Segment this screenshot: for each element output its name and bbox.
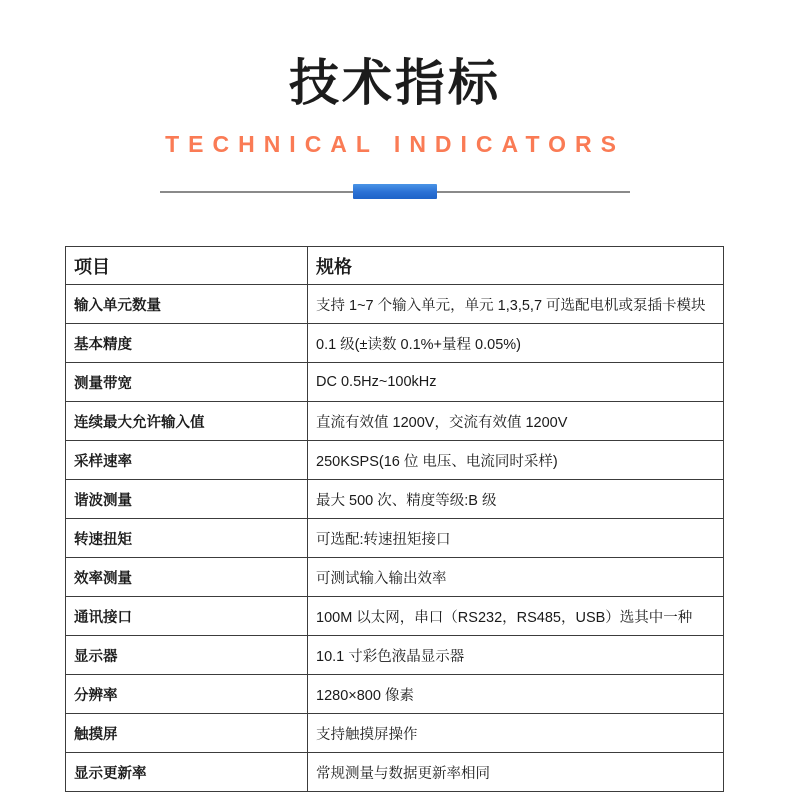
spec-item-label: 转速扭矩 (66, 519, 308, 558)
table-row (66, 753, 724, 792)
table-row (66, 714, 724, 753)
spec-value: DC 0.5Hz~100kHz (308, 363, 724, 402)
spec-value: 0.1 级(±读数 0.1%+量程 0.05%) (308, 324, 724, 363)
column-header-item: 项目 (66, 247, 308, 285)
page-title: 技术指标 (289, 55, 501, 111)
divider-accent-bar (353, 184, 437, 199)
spec-value: 最大 500 次、精度等级:B 级 (308, 480, 724, 519)
spec-value: 10.1 寸彩色液晶显示器 (308, 636, 724, 675)
spec-item-label: 分辨率 (66, 675, 308, 714)
spec-value: 支持触摸屏操作 (308, 714, 724, 753)
table-header-row (66, 247, 724, 285)
page-subtitle: TECHNICAL INDICATORS (165, 131, 625, 157)
table-row (66, 519, 724, 558)
table-row (66, 324, 724, 363)
spec-value: 支持 1~7 个输入单元，单元 1,3,5,7 可选配电机或泵插卡模块 (308, 285, 724, 324)
spec-table (65, 246, 724, 792)
spec-item-label: 显示器 (66, 636, 308, 675)
table-row (66, 675, 724, 714)
spec-item-label: 谐波测量 (66, 480, 308, 519)
spec-value: 可测试输入输出效率 (308, 558, 724, 597)
table-row (66, 558, 724, 597)
table-row (66, 363, 724, 402)
spec-value: 直流有效值 1200V，交流有效值 1200V (308, 402, 724, 441)
spec-value: 常规测量与数据更新率相同 (308, 753, 724, 792)
title-divider (160, 184, 630, 199)
column-header-spec: 规格 (308, 247, 724, 285)
table-row (66, 441, 724, 480)
table-row (66, 402, 724, 441)
spec-item-label: 测量带宽 (66, 363, 308, 402)
spec-item-label: 通讯接口 (66, 597, 308, 636)
spec-item-label: 采样速率 (66, 441, 308, 480)
spec-item-label: 显示更新率 (66, 753, 308, 792)
spec-item-label: 连续最大允许输入值 (66, 402, 308, 441)
spec-item-label: 基本精度 (66, 324, 308, 363)
spec-item-label: 效率测量 (66, 558, 308, 597)
spec-item-label: 触摸屏 (66, 714, 308, 753)
table-row (66, 636, 724, 675)
table-row (66, 480, 724, 519)
spec-value: 250KSPS(16 位 电压、电流同时采样) (308, 441, 724, 480)
table-row (66, 597, 724, 636)
spec-value: 1280×800 像素 (308, 675, 724, 714)
table-row (66, 285, 724, 324)
spec-value: 100M 以太网，串口（RS232，RS485，USB）选其中一种 (308, 597, 724, 636)
spec-value: 可选配:转速扭矩接口 (308, 519, 724, 558)
spec-item-label: 输入单元数量 (66, 285, 308, 324)
